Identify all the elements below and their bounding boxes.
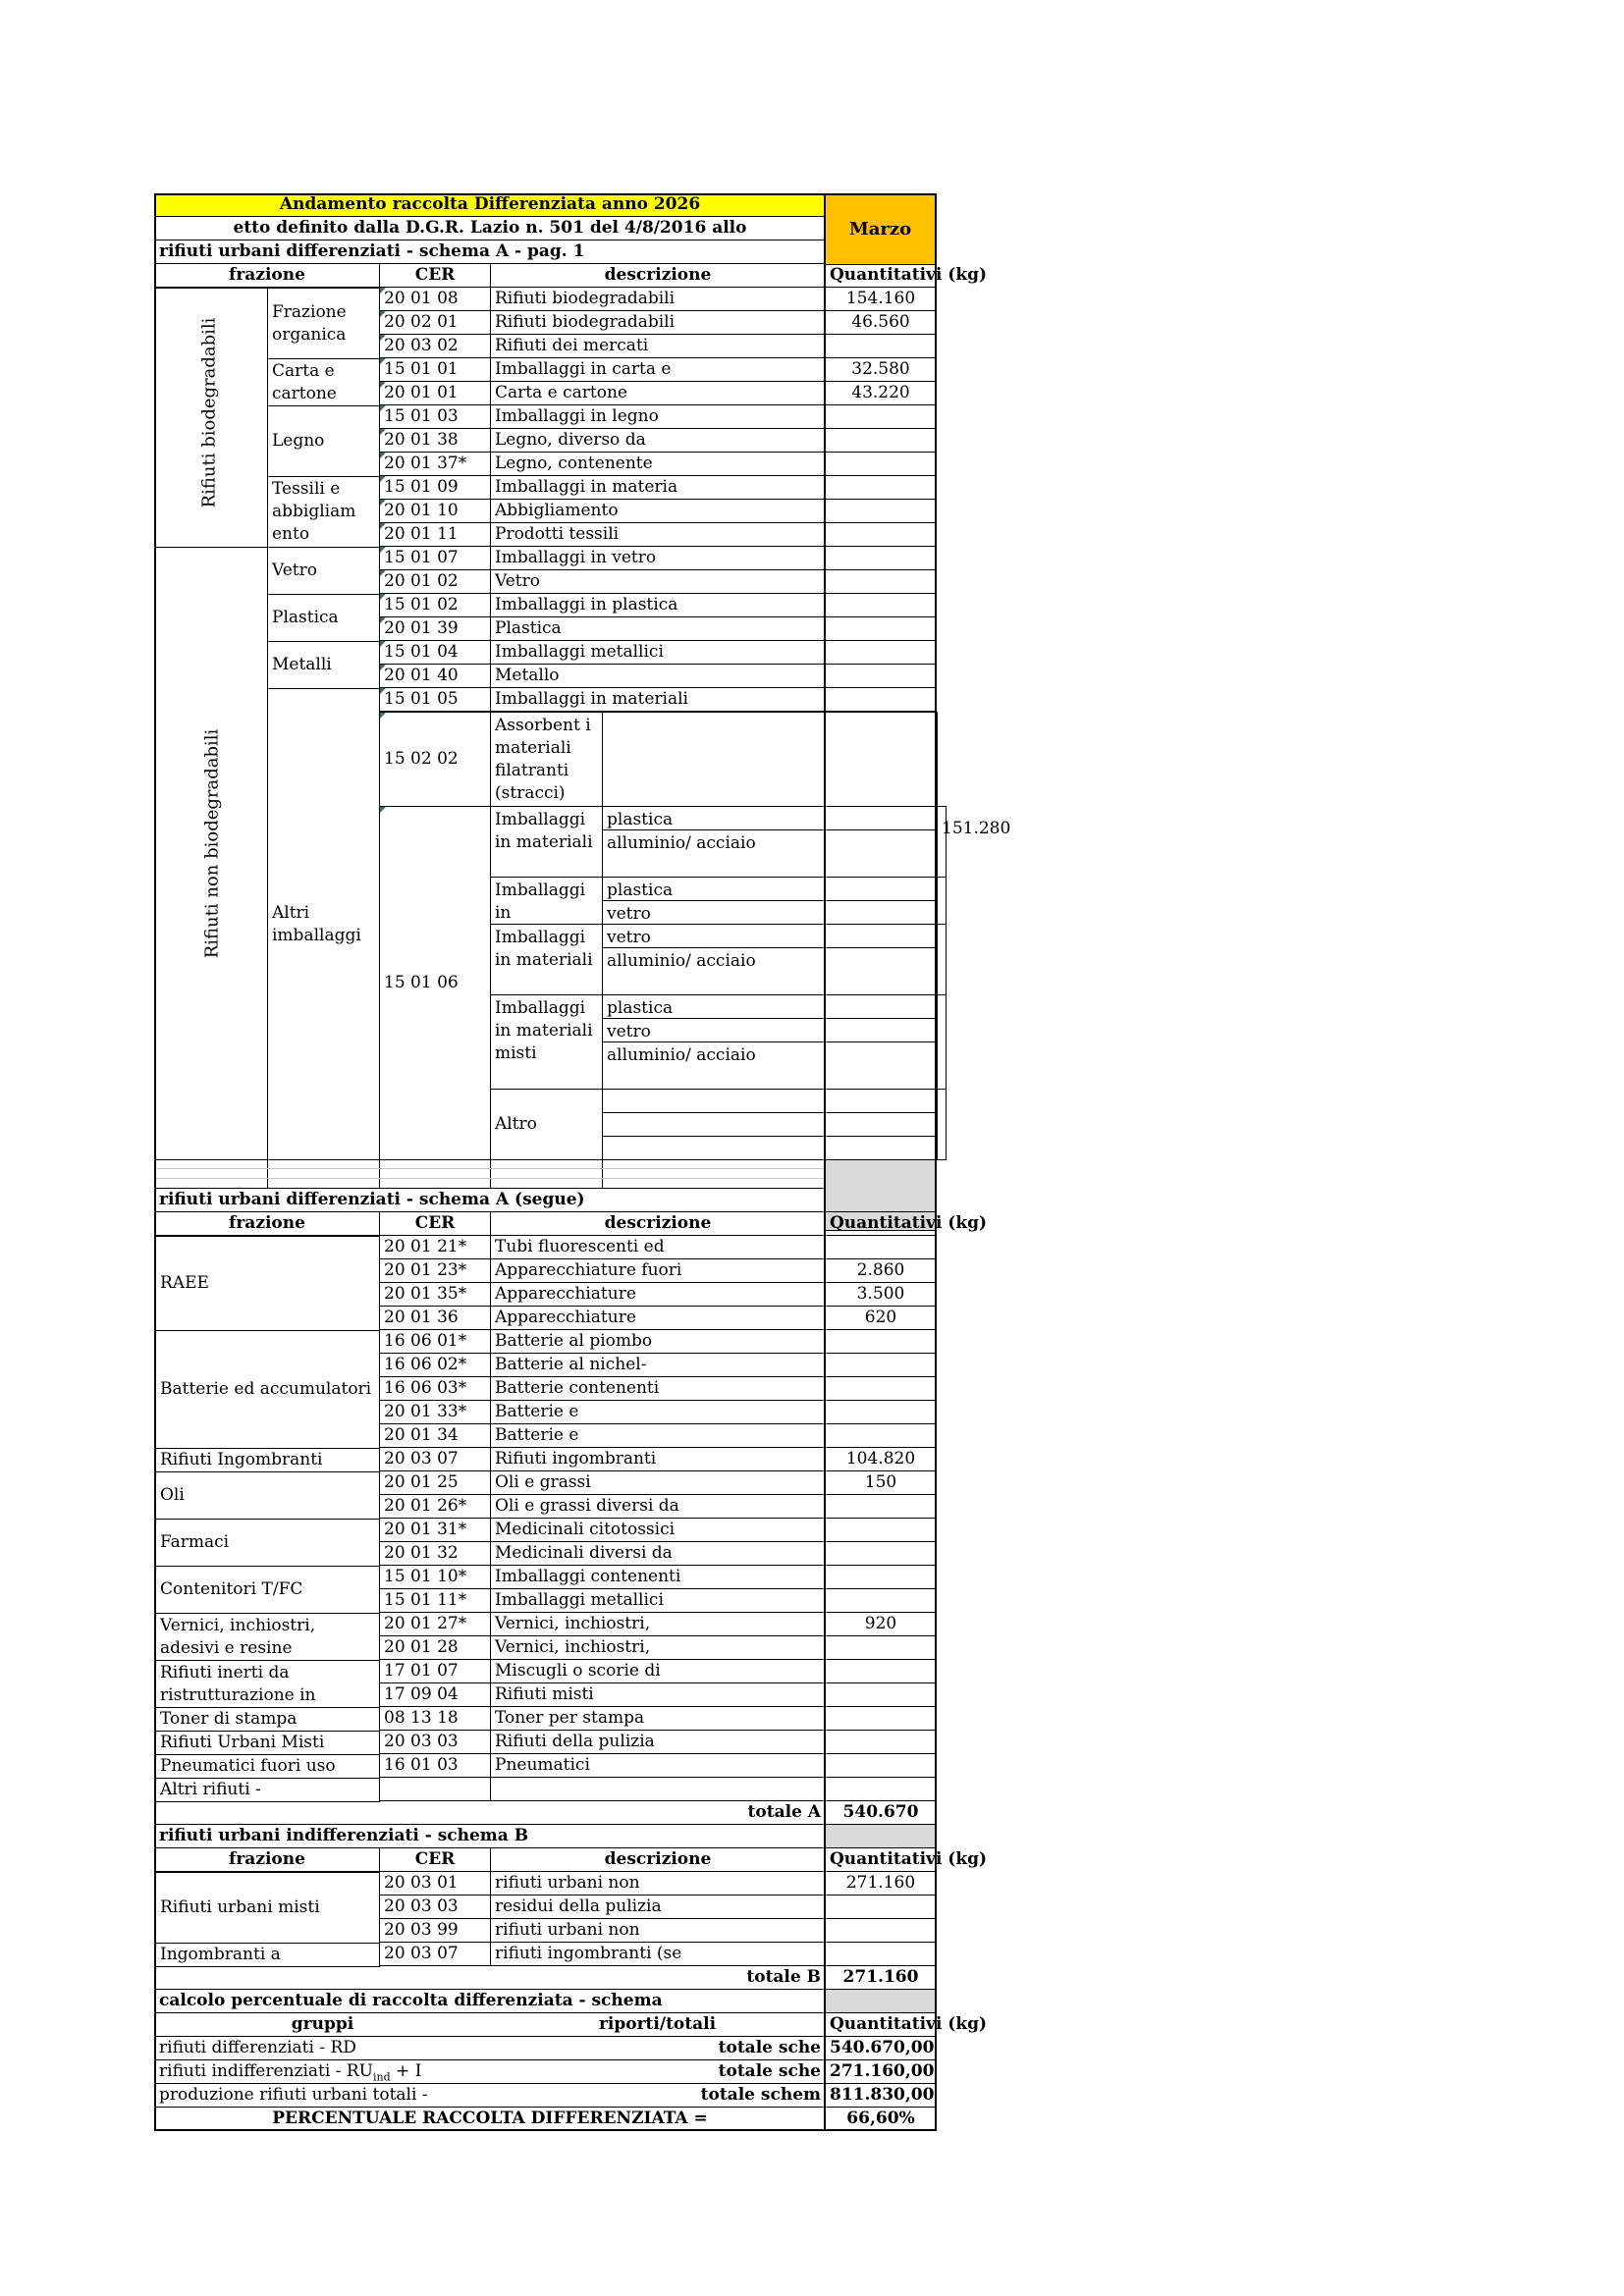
description: Imballaggi contenenti [490,1566,825,1588]
cer-code: 20 03 02 [379,335,490,357]
fraction-label: Toner di stampa [155,1707,380,1732]
cell [937,924,947,995]
description: Carta e cartone [490,382,825,404]
schema-a2-title: rifiuti urbani differenziati - schema A (segue) [159,1190,585,1209]
quantity-value: 920 [825,1613,936,1635]
description: Toner per stampa [490,1707,825,1730]
cer-code: 20 01 31* [379,1519,490,1541]
fraction-label: Rifiuti Urbani Misti [155,1731,380,1755]
fraction-organica: Frazione organica [267,288,380,359]
fraction-label: Oli [155,1471,380,1520]
cer-code: 20 01 33* [379,1401,490,1423]
quantity-value: 271.160 [825,1872,936,1895]
cer-code: 08 13 18 [379,1707,490,1730]
fraction-label: Ingombranti a [155,1943,380,1967]
fraction-carta: Carta e cartone [267,358,380,406]
description: Batterie al piombo [490,1330,825,1353]
cer-code: 15 01 03 [379,405,490,428]
calcolo-quantity: 540.670,00 [825,2037,936,2059]
cer-code: 20 01 10 [379,500,490,522]
fraction-label: Batterie ed accumulatori [155,1330,380,1449]
description: Imballaggi in vetro [490,547,825,569]
totale-a-label: totale A [747,1802,821,1822]
description: Vetro [490,570,825,593]
description: Oli e grassi diversi da [490,1495,825,1518]
material-vetro: vetro [602,1018,826,1042]
cell [937,994,947,1090]
description: Batterie al nichel- [490,1354,825,1376]
cer-code: 20 01 32 [379,1542,490,1565]
cer-code: 20 03 07 [379,1448,490,1470]
material-vetro: vetro [602,900,826,925]
cer-code: 20 01 37* [379,453,490,475]
fraction-vetro: Vetro [267,547,380,595]
schema-a-title: rifiuti urbani differenziati - schema A - pag. 1 [159,241,585,261]
table-outer-border [154,193,937,2131]
description: Imballaggi in materiali [490,688,825,711]
sub-description: Imballaggi in [490,877,603,925]
cer-code: 17 09 04 [379,1683,490,1706]
material-alluminio: alluminio/ acciaio [602,1041,826,1090]
col-gruppi: gruppi [291,2014,354,2034]
quantity-value: 32.580 [825,358,936,381]
fraction-label: Rifiuti inerti da ristrutturazione in [155,1660,380,1708]
col-quantita: Quantitativi (kg) [825,2013,936,2036]
cer-code: 20 01 34 [379,1424,490,1447]
description: Imballaggi in legno [490,405,825,428]
cer-code: 16 01 03 [379,1754,490,1777]
material-plastica: plastica [602,806,826,830]
description: Plastica [490,617,825,640]
fraction-label: Farmaci [155,1519,380,1567]
description: Metallo [490,665,825,687]
cer-code: 15 02 02 [379,712,491,807]
material-alluminio: alluminio/ acciaio [602,829,826,878]
waste-report-sheet [155,193,1011,2131]
totale-a-value: 540.670 [825,1801,936,1824]
cell [937,877,947,925]
report-subtitle: etto definito dalla D.G.R. Lazio n. 501 del 4/8/2016 allo [233,218,747,238]
sub-description: Imballaggi in materiali [490,806,603,878]
riporto-label: totale sche [718,2038,821,2057]
cer-code: 20 01 40 [379,665,490,687]
material-alluminio: alluminio/ acciaio [602,947,826,995]
description: Vernici, inchiostri, [490,1613,825,1635]
description: Imballaggi metallici [490,641,825,664]
cer-code: 20 01 28 [379,1636,490,1659]
description: Rifiuti misti [490,1683,825,1706]
description: Pneumatici [490,1754,825,1777]
description: Imballaggi in materia [490,476,825,499]
quantity-value: 3.500 [825,1283,936,1306]
cer-code: 20 02 01 [379,311,490,334]
fraction-label: Rifiuti urbani misti [155,1872,380,1944]
cer-code: 20 03 99 [379,1919,490,1942]
col-quantita: Quantitativi (kg) [825,1848,936,1871]
quantity-value: 46.560 [825,311,936,334]
col-descrizione: descrizione [490,1212,825,1235]
description: Imballaggi in carta e [490,358,825,381]
col-cer: CER [379,264,490,287]
cer-code: 15 01 01 [379,358,490,381]
col-descrizione: descrizione [490,264,825,287]
percentuale-value: 66,60% [825,2108,936,2130]
description: Batterie contenenti [490,1377,825,1400]
description: rifiuti urbani non [490,1872,825,1895]
description: Rifiuti della pulizia [490,1731,825,1753]
description: Tubi fluorescenti ed [490,1236,825,1258]
altro-label: Altro [490,1089,603,1160]
quantity-value: 150 [825,1471,936,1494]
cell [937,1089,947,1160]
group-biodegradabili-label: Rifiuti biodegradabili [198,317,220,508]
col-quantita: Quantitativi (kg) [825,1212,936,1235]
cer-code: 15 01 06 [379,806,491,1160]
percentuale-label: PERCENTUALE RACCOLTA DIFFERENZIATA = [272,2109,708,2128]
description: Legno, diverso da [490,429,825,452]
cer-code: 15 01 11* [379,1589,490,1612]
calcolo-quantity: 811.830,00 [825,2084,936,2107]
ru-subscript: ind [372,2070,391,2084]
fraction-label: Vernici, inchiostri, adesivi e resine [155,1613,380,1661]
cer-code: 20 01 21* [379,1236,490,1258]
description: rifiuti ingombranti (se [490,1943,825,1965]
description: Assorbent i materiali filatranti (stracci) [490,712,603,807]
cer-code: 16 06 02* [379,1354,490,1376]
cer-code: 20 01 23* [379,1259,490,1282]
cer-code: 15 01 09 [379,476,490,499]
col-riporti: riporti/totali [598,2014,717,2034]
cer-code: 20 03 03 [379,1896,490,1918]
totale-b-label: totale B [746,1967,821,1987]
material-plastica: plastica [602,994,826,1019]
calcolo-quantity: 271.160,00 [825,2060,936,2083]
quantity-value: 104.820 [825,1448,936,1470]
description: Medicinali diversi da [490,1542,825,1565]
sub-description: Imballaggi in materiali [490,924,603,995]
description: Prodotti tessili [490,523,825,546]
col-cer: CER [379,1848,490,1871]
description: Medicinali citotossici [490,1519,825,1541]
cer-code: 20 01 27* [379,1613,490,1635]
gruppo-label: rifiuti indifferenziati - $RU_{ind} + I$ [159,2061,422,2084]
description: Batterie e [490,1401,825,1423]
cer-code: 17 01 07 [379,1660,490,1682]
description: Apparecchiature [490,1307,825,1329]
cer-code: 15 01 05 [379,688,490,711]
material-vetro: vetro [602,924,826,948]
quantity-value: 154.160 [825,288,936,310]
sub-description: Imballaggi in materiali misti [490,994,603,1090]
col-cer: CER [379,1212,490,1235]
col-descrizione: descrizione [490,1848,825,1871]
description: Apparecchiature [490,1283,825,1306]
description: Batterie e [490,1424,825,1447]
description: Imballaggi in plastica [490,594,825,616]
description: Apparecchiature fuori [490,1259,825,1282]
schema-b-title: rifiuti urbani indifferenziati - schema B [159,1826,529,1845]
description: Rifiuti biodegradabili [490,311,825,334]
cer-code: 15 01 04 [379,641,490,664]
quantity-value: 151.280 [937,806,947,878]
calcolo-title: calcolo percentuale di raccolta differenziata - schema [159,1991,663,2010]
fraction-legno: Legno [267,405,380,477]
report-title: Andamento raccolta Differenziata anno 2026 [155,193,825,216]
totale-b-value: 271.160 [825,1966,936,1989]
riporto-label: totale schem [700,2085,821,2105]
cer-code: 20 01 26* [379,1495,490,1518]
description: Rifiuti dei mercati [490,335,825,357]
description: Abbigliamento [490,500,825,522]
fraction-plastica: Plastica [267,594,380,642]
cer-code: 20 01 02 [379,570,490,593]
description: Oli e grassi [490,1471,825,1494]
quantity-value: 2.860 [825,1259,936,1282]
fraction-tessili: Tessili e abbigliam ento [267,476,380,548]
cer-code: 16 06 01* [379,1330,490,1353]
fraction-altri: Altri imballaggi [267,688,380,1160]
fraction-label: Pneumatici fuori uso [155,1754,380,1779]
cer-code: 15 01 10* [379,1566,490,1588]
cer-code: 20 01 35* [379,1283,490,1306]
description: rifiuti urbani non [490,1919,825,1942]
riporto-label: totale sche [718,2061,821,2081]
ru-suffix: + I [390,2061,422,2081]
description: Legno, contenente [490,453,825,475]
fraction-label: RAEE [155,1236,380,1331]
fraction-label: Altri rifiuti - [155,1778,380,1802]
description: Miscugli o scorie di [490,1660,825,1682]
cer-code: 15 01 02 [379,594,490,616]
description: Rifiuti biodegradabili [490,288,825,310]
quantity-value: 620 [825,1307,936,1329]
cer-code: 20 01 08 [379,288,490,310]
cer-code: 20 01 38 [379,429,490,452]
description: residui della pulizia [490,1896,825,1918]
cer-code: 20 01 01 [379,382,490,404]
cer-code: 20 03 03 [379,1731,490,1753]
cer-code: 20 03 01 [379,1872,490,1895]
col-frazione: frazione [229,265,305,285]
description: Imballaggi metallici [490,1589,825,1612]
material-plastica: plastica [602,877,826,901]
cer-code: 16 06 03* [379,1377,490,1400]
gruppo-label: produzione rifiuti urbani totali - [159,2085,428,2105]
quantity-column-border [824,193,937,2131]
col-quantita: Quantitativi (kg) [825,264,936,287]
description: Vernici, inchiostri, [490,1636,825,1659]
quantity-value: 43.220 [825,382,936,404]
fraction-metalli: Metalli [267,641,380,689]
fraction-label: Contenitori T/FC [155,1566,380,1614]
cer-code: 20 01 36 [379,1307,490,1329]
cer-code: 20 03 07 [379,1943,490,1965]
gruppo-label: rifiuti differenziati - RD [159,2038,356,2057]
group-non-biodegradabili-label: Rifiuti non biodegradabili [201,728,223,959]
cer-code: 20 01 39 [379,617,490,640]
fraction-label: Rifiuti Ingombranti [155,1448,380,1472]
month-header: Marzo [825,193,936,265]
cer-code: 15 01 07 [379,547,490,569]
cer-code: 20 01 25 [379,1471,490,1494]
description: Rifiuti ingombranti [490,1448,825,1470]
cer-code: 20 01 11 [379,523,490,546]
col-frazione: frazione [229,1213,305,1233]
col-frazione: frazione [229,1849,305,1869]
